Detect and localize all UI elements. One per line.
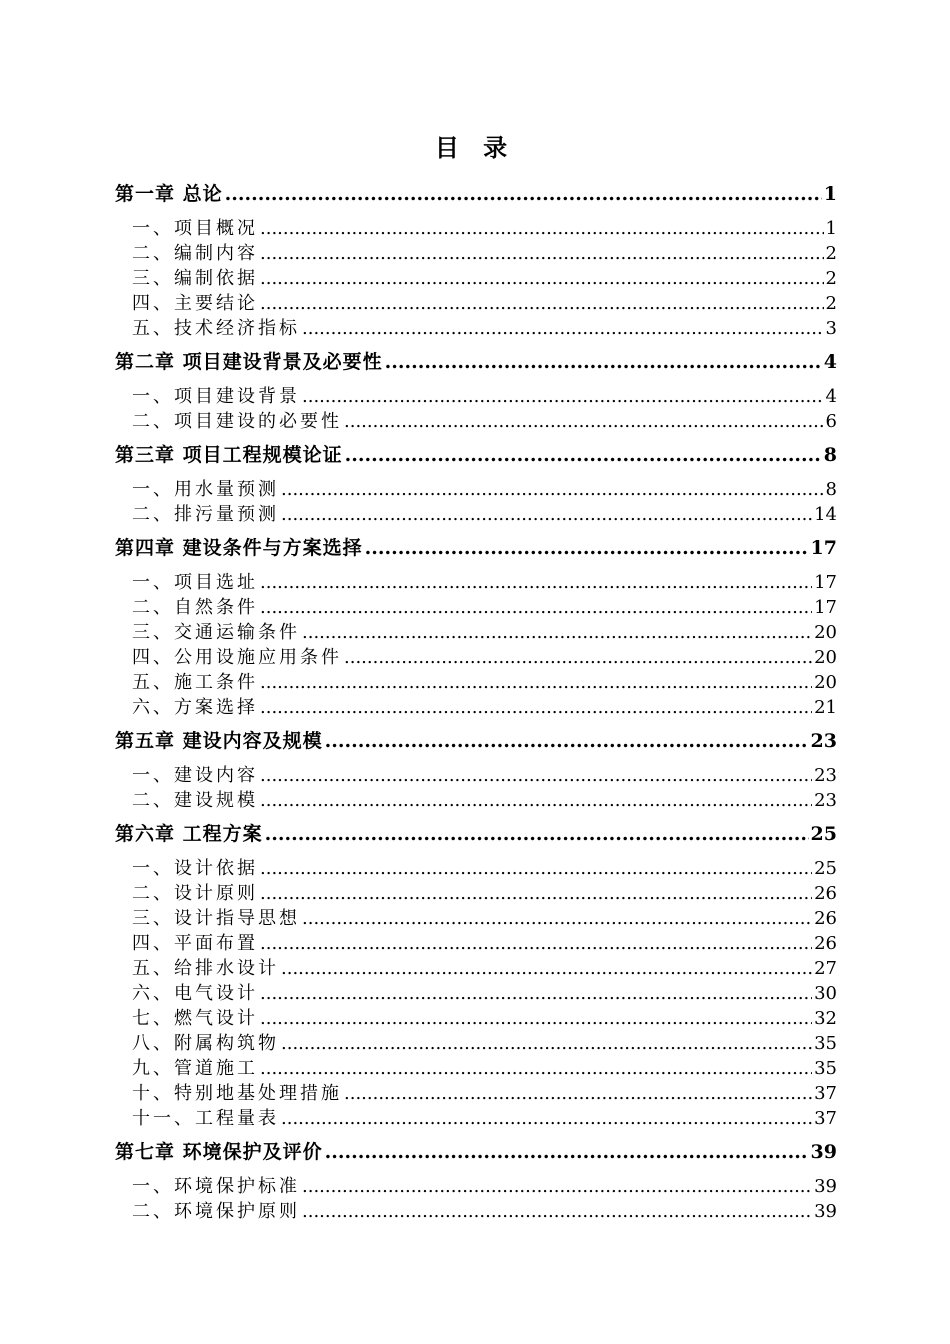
toc-section-entry[interactable] bbox=[115, 788, 837, 813]
toc-chapter-entry[interactable] bbox=[115, 350, 837, 375]
toc-entry-title: 十一、工程量表 bbox=[132, 1108, 279, 1129]
toc-entry-title: 二、建设规模 bbox=[132, 790, 258, 811]
toc-page-number: 26 bbox=[814, 883, 837, 904]
toc-dot-leader bbox=[302, 384, 824, 409]
toc-entry-title: 第五章 建设内容及规模 bbox=[115, 730, 323, 752]
toc-dot-leader bbox=[260, 763, 812, 788]
toc-dot-leader bbox=[260, 1056, 812, 1081]
toc-dot-leader bbox=[260, 881, 812, 906]
toc-dot-leader bbox=[260, 695, 812, 720]
toc-section-entry[interactable] bbox=[115, 477, 837, 502]
toc-page-number: 8 bbox=[823, 444, 837, 466]
toc-page-number: 21 bbox=[814, 697, 837, 718]
toc-entry-title: 四、公用设施应用条件 bbox=[132, 647, 342, 668]
toc-dot-leader bbox=[344, 645, 812, 670]
toc-entry-title: 九、管道施工 bbox=[132, 1058, 258, 1079]
toc-page-number: 20 bbox=[814, 672, 837, 693]
toc-dot-leader bbox=[365, 536, 809, 561]
toc-dot-leader bbox=[281, 1031, 812, 1056]
toc-section-entry[interactable] bbox=[115, 1081, 837, 1106]
toc-entry-title: 三、编制依据 bbox=[132, 268, 258, 289]
toc-dot-leader bbox=[225, 182, 822, 207]
toc-dot-leader bbox=[260, 595, 812, 620]
toc-section-entry[interactable] bbox=[115, 291, 837, 316]
toc-dot-leader bbox=[302, 1199, 812, 1224]
toc-page-number: 35 bbox=[814, 1033, 837, 1054]
toc-section-entry[interactable] bbox=[115, 1174, 837, 1199]
toc-section-entry[interactable] bbox=[115, 1006, 837, 1031]
toc-entry-title: 六、方案选择 bbox=[132, 697, 258, 718]
toc-entry-title: 二、环境保护原则 bbox=[132, 1201, 300, 1222]
toc-section-entry[interactable] bbox=[115, 595, 837, 620]
toc-page-number: 25 bbox=[814, 858, 837, 879]
toc-entry-title: 一、用水量预测 bbox=[132, 479, 279, 500]
toc-page-number: 17 bbox=[810, 537, 837, 559]
toc-dot-leader bbox=[260, 931, 812, 956]
toc-page-number: 1 bbox=[823, 183, 837, 205]
toc-section-entry[interactable] bbox=[115, 1199, 837, 1224]
toc-page-number: 2 bbox=[825, 293, 837, 314]
toc-dot-leader bbox=[260, 216, 824, 241]
toc-section-entry[interactable] bbox=[115, 216, 837, 241]
toc-entry-title: 二、自然条件 bbox=[132, 597, 258, 618]
toc-page-number: 3 bbox=[825, 318, 837, 339]
toc-page-number: 20 bbox=[814, 622, 837, 643]
toc-dot-leader bbox=[281, 1106, 812, 1131]
toc-dot-leader bbox=[281, 502, 812, 527]
toc-dot-leader bbox=[302, 1174, 812, 1199]
toc-entry-title: 二、排污量预测 bbox=[132, 504, 279, 525]
toc-section-entry[interactable] bbox=[115, 695, 837, 720]
toc-chapter-entry[interactable] bbox=[115, 536, 837, 561]
toc-section-entry[interactable] bbox=[115, 1031, 837, 1056]
toc-entry-title: 二、项目建设的必要性 bbox=[132, 411, 342, 432]
toc-section-entry[interactable] bbox=[115, 1106, 837, 1131]
toc-dot-leader bbox=[260, 266, 824, 291]
toc-page-number: 37 bbox=[814, 1108, 837, 1129]
toc-page-number: 17 bbox=[814, 572, 837, 593]
toc-section-entry[interactable] bbox=[115, 645, 837, 670]
toc-section-entry[interactable] bbox=[115, 384, 837, 409]
toc-entry-title: 第三章 项目工程规模论证 bbox=[115, 444, 343, 466]
toc-section-entry[interactable] bbox=[115, 763, 837, 788]
toc-entry-title: 五、技术经济指标 bbox=[132, 318, 300, 339]
toc-page-number: 39 bbox=[814, 1201, 837, 1222]
toc-page-number: 6 bbox=[825, 411, 837, 432]
toc-page-number: 4 bbox=[823, 351, 837, 373]
toc-dot-leader bbox=[260, 1006, 812, 1031]
toc-page-number: 2 bbox=[825, 243, 837, 264]
toc-entry-title: 三、设计指导思想 bbox=[132, 908, 300, 929]
toc-dot-leader bbox=[325, 1140, 809, 1165]
toc-dot-leader bbox=[344, 1081, 812, 1106]
toc-page-number: 26 bbox=[814, 933, 837, 954]
toc-section-entry[interactable] bbox=[115, 670, 837, 695]
toc-entry-title: 第一章 总论 bbox=[115, 183, 223, 205]
toc-dot-leader bbox=[325, 729, 809, 754]
toc-chapter-entry[interactable] bbox=[115, 729, 837, 754]
toc-section-entry[interactable] bbox=[115, 316, 837, 341]
toc-page-number: 1 bbox=[825, 218, 837, 239]
toc-entry-title: 八、附属构筑物 bbox=[132, 1033, 279, 1054]
toc-page-number: 23 bbox=[814, 765, 837, 786]
toc-dot-leader bbox=[281, 477, 824, 502]
toc-entry-title: 第二章 项目建设背景及必要性 bbox=[115, 351, 383, 373]
toc-section-entry[interactable] bbox=[115, 906, 837, 931]
toc-dot-leader bbox=[345, 443, 822, 468]
toc-entry-title: 七、燃气设计 bbox=[132, 1008, 258, 1029]
toc-entry-title: 第七章 环境保护及评价 bbox=[115, 1141, 323, 1163]
toc-section-entry[interactable] bbox=[115, 956, 837, 981]
toc-page-number: 17 bbox=[814, 597, 837, 618]
toc-page-number: 39 bbox=[810, 1141, 837, 1163]
toc-section-entry[interactable] bbox=[115, 856, 837, 881]
toc-entry-title: 一、建设内容 bbox=[132, 765, 258, 786]
toc-page-number: 23 bbox=[810, 730, 837, 752]
toc-entry-title: 一、项目概况 bbox=[132, 218, 258, 239]
toc-dot-leader bbox=[281, 956, 812, 981]
toc-page-number: 26 bbox=[814, 908, 837, 929]
toc-dot-leader bbox=[260, 856, 812, 881]
toc-dot-leader bbox=[344, 409, 824, 434]
toc-section-entry[interactable] bbox=[115, 502, 837, 527]
toc-chapter-entry[interactable] bbox=[115, 822, 837, 847]
table-of-contents bbox=[115, 182, 837, 1224]
toc-entry-title: 五、施工条件 bbox=[132, 672, 258, 693]
toc-dot-leader bbox=[265, 822, 809, 847]
toc-page-number: 4 bbox=[825, 386, 837, 407]
toc-section-entry[interactable] bbox=[115, 266, 837, 291]
toc-section-entry[interactable] bbox=[115, 241, 837, 266]
toc-page-number: 39 bbox=[814, 1176, 837, 1197]
toc-entry-title: 第四章 建设条件与方案选择 bbox=[115, 537, 363, 559]
toc-page-number: 20 bbox=[814, 647, 837, 668]
toc-dot-leader bbox=[260, 670, 812, 695]
toc-section-entry[interactable] bbox=[115, 620, 837, 645]
toc-page-number: 27 bbox=[814, 958, 837, 979]
toc-page-number: 23 bbox=[814, 790, 837, 811]
toc-entry-title: 一、项目选址 bbox=[132, 572, 258, 593]
toc-section-entry[interactable] bbox=[115, 1056, 837, 1081]
toc-section-entry[interactable] bbox=[115, 409, 837, 434]
toc-entry-title: 第六章 工程方案 bbox=[115, 823, 263, 845]
toc-dot-leader bbox=[260, 788, 812, 813]
toc-entry-title: 十、特别地基处理措施 bbox=[132, 1083, 342, 1104]
toc-chapter-entry[interactable] bbox=[115, 182, 837, 207]
toc-chapter-entry[interactable] bbox=[115, 443, 837, 468]
toc-dot-leader bbox=[385, 350, 822, 375]
toc-entry-title: 三、交通运输条件 bbox=[132, 622, 300, 643]
toc-entry-title: 一、设计依据 bbox=[132, 858, 258, 879]
toc-dot-leader bbox=[260, 241, 824, 266]
toc-chapter-entry[interactable] bbox=[115, 1140, 837, 1165]
toc-section-entry[interactable] bbox=[115, 881, 837, 906]
toc-section-entry[interactable] bbox=[115, 931, 837, 956]
toc-entry-title: 一、项目建设背景 bbox=[132, 386, 300, 407]
toc-section-entry[interactable] bbox=[115, 981, 837, 1006]
toc-dot-leader bbox=[302, 906, 812, 931]
toc-page-number: 8 bbox=[825, 479, 837, 500]
toc-entry-title: 四、平面布置 bbox=[132, 933, 258, 954]
toc-entry-title: 六、电气设计 bbox=[132, 983, 258, 1004]
toc-dot-leader bbox=[260, 570, 812, 595]
toc-title: 目 录 bbox=[434, 133, 516, 162]
toc-page-number: 2 bbox=[825, 268, 837, 289]
toc-page-number: 35 bbox=[814, 1058, 837, 1079]
toc-entry-title: 二、设计原则 bbox=[132, 883, 258, 904]
toc-page-number: 32 bbox=[814, 1008, 837, 1029]
toc-dot-leader bbox=[260, 291, 824, 316]
toc-entry-title: 五、给排水设计 bbox=[132, 958, 279, 979]
toc-section-entry[interactable] bbox=[115, 570, 837, 595]
toc-page-number: 30 bbox=[814, 983, 837, 1004]
toc-entry-title: 一、环境保护标准 bbox=[132, 1176, 300, 1197]
toc-dot-leader bbox=[302, 620, 812, 645]
toc-entry-title: 二、编制内容 bbox=[132, 243, 258, 264]
toc-page-number: 25 bbox=[810, 823, 837, 845]
toc-entry-title: 四、主要结论 bbox=[132, 293, 258, 314]
toc-dot-leader bbox=[260, 981, 812, 1006]
toc-page-number: 37 bbox=[814, 1083, 837, 1104]
toc-dot-leader bbox=[302, 316, 824, 341]
toc-page-number: 14 bbox=[814, 504, 837, 525]
